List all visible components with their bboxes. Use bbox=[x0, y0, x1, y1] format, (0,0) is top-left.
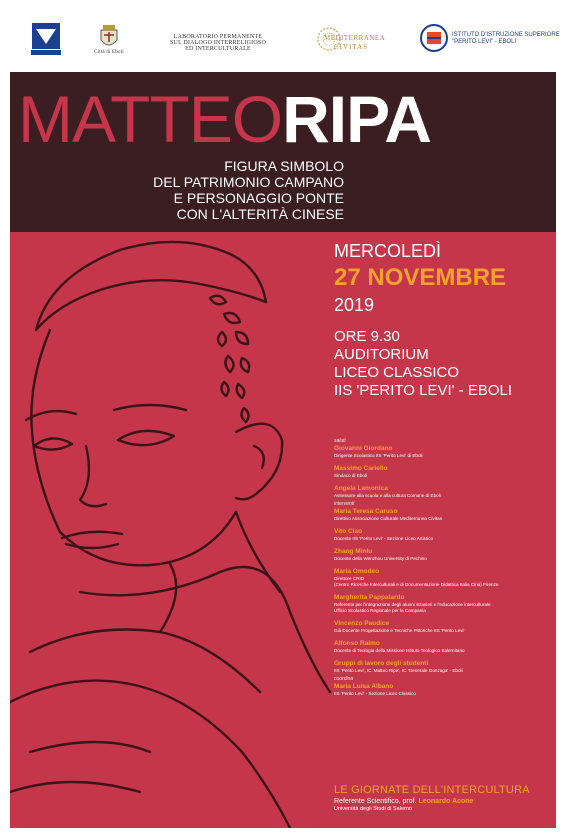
poster-footer bbox=[334, 784, 530, 812]
regione-campania-emblem-icon bbox=[30, 22, 62, 56]
speaker-name: Zhang Minlu bbox=[334, 548, 373, 555]
speaker-description: (Centro Ricerche Interculturali e di Documentazione Didattica Italia Cina) Firenze bbox=[334, 582, 499, 587]
poster-body bbox=[10, 72, 556, 828]
speaker-name: Massimo Cariello bbox=[334, 465, 388, 472]
speaker-name: Alfonso Raimo bbox=[334, 640, 380, 647]
lab-line-2: SUL DIALOGO INTERRELIGIOSO bbox=[170, 40, 266, 46]
speaker-entry bbox=[334, 548, 554, 562]
region-caption: REGIONE CAMPANIA bbox=[34, 55, 58, 65]
university: Università degli Studi di Salerno bbox=[334, 806, 412, 812]
referent-name: Leonardo Acone bbox=[418, 798, 474, 805]
speaker-entry bbox=[334, 465, 554, 479]
logo-strip bbox=[0, 0, 566, 72]
venue-institute: IIS 'PERITO LEVI' - EBOLI bbox=[334, 382, 513, 399]
lab-text-block bbox=[168, 34, 268, 52]
speaker-description: Assessore alla scuola e alla cultura Comune di Eboli bbox=[334, 493, 441, 498]
speaker-description: Docente della Wenzhou University di Pechino bbox=[334, 556, 427, 561]
speaker-description: Direttore CRID bbox=[334, 576, 365, 581]
school-line-1: ISTITUTO D'ISTRUZIONE SUPERIORE bbox=[452, 32, 560, 38]
scientific-referent bbox=[334, 798, 530, 805]
speaker-entry bbox=[334, 528, 554, 542]
school-emblem-icon bbox=[420, 24, 448, 52]
event-weekday: MERCOLEDÌ bbox=[334, 241, 442, 261]
subtitle-line-4: CON L'ALTERITÀ CINESE bbox=[176, 206, 344, 222]
school-logo bbox=[420, 24, 448, 57]
speakers-list bbox=[334, 436, 554, 697]
mediterranea-line-2: CIVITAS bbox=[334, 43, 369, 51]
referent-label: Referente Scientifico, prof. bbox=[334, 798, 417, 805]
speaker-description: Già Docente Progettazione e Tecniche Pittoriche IIS 'Perito Levi' bbox=[334, 628, 465, 633]
venue-hall: AUDITORIUM bbox=[334, 346, 429, 363]
subtitle-line-3: E PERSONAGGIO PONTE bbox=[173, 190, 344, 206]
speaker-description: Sindaco di Eboli bbox=[334, 473, 367, 478]
series-title: LE GIORNATE DELL'INTERCULTURA bbox=[334, 784, 530, 796]
speaker-entry bbox=[334, 683, 554, 697]
speaker-entry bbox=[334, 594, 554, 614]
event-year: 2019 bbox=[334, 295, 375, 315]
speaker-description: Ufficio Scolastico Regionale per la Campania bbox=[334, 608, 426, 613]
venue-time: ORE 9.30 bbox=[334, 328, 400, 345]
speaker-description: Referente per l'integrazione degli alunni stranieri e l'educazione interculturale bbox=[334, 602, 491, 607]
speaker-name: Giovanni Giordano bbox=[334, 445, 393, 452]
speaker-entry bbox=[334, 620, 554, 634]
event-info bbox=[334, 240, 512, 400]
section-role-label: interventi bbox=[334, 501, 355, 507]
speaker-name: Gruppi di lavoro degli studenti bbox=[334, 660, 429, 667]
title-band bbox=[10, 72, 556, 232]
regione-campania-logo bbox=[30, 22, 62, 65]
speaker-entry bbox=[334, 508, 554, 522]
subtitle bbox=[84, 158, 344, 222]
subtitle-line-1: FIGURA SIMBOLO bbox=[224, 158, 344, 174]
school-text-block bbox=[452, 32, 562, 45]
speaker-description: Dirigente Scolastico IIS 'Perito Levi' di Eboli bbox=[334, 453, 423, 458]
mediterranea-line-1: MEDITERRANEA bbox=[324, 34, 386, 42]
matteo-ripa-portrait-illustration bbox=[10, 232, 340, 828]
eboli-logo bbox=[94, 24, 124, 55]
speaker-entry bbox=[334, 640, 554, 654]
title-part-2: RIPA bbox=[282, 82, 431, 156]
speaker-description: Docente di Teologia della Missione Istituto Teologico Salernitano bbox=[334, 648, 465, 653]
event-date: 27 NOVEMBRE bbox=[334, 264, 507, 291]
speaker-name: Maria Omodeo bbox=[334, 568, 380, 575]
speaker-entry bbox=[334, 568, 554, 588]
speaker-description: Docente IIS 'Perito Levi' - Sezione Liceo Artistico bbox=[334, 536, 434, 541]
school-line-2: "PERITO LEVI" - EBOLI bbox=[452, 39, 517, 45]
speaker-entry bbox=[334, 660, 554, 674]
speaker-description: IIS 'Perito Levi' - Sezione Liceo Classico bbox=[334, 691, 416, 696]
title-part-1: MATTEO bbox=[18, 82, 283, 156]
speaker-name: Vito Ciao bbox=[334, 528, 363, 535]
venue-school: LICEO CLASSICO bbox=[334, 364, 460, 381]
poster-title bbox=[18, 84, 431, 154]
speaker-description: Direttivo Associazione Culturale Mediterranea Civitas bbox=[334, 516, 442, 521]
speaker-entry bbox=[334, 445, 554, 459]
speaker-description: IIS 'Perito Levi', IC 'Matteo Ripa', IC 'Generale Gonzaga' - Eboli bbox=[334, 668, 463, 673]
speaker-name: Maria Luisa Albano bbox=[334, 683, 394, 690]
speaker-name: Margherita Pappalardo bbox=[334, 594, 405, 601]
lab-line-1: LABORATORIO PERMANENTE bbox=[173, 34, 263, 40]
section-role-label: coordina bbox=[334, 676, 354, 682]
speaker-name: Angela Lamonica bbox=[334, 485, 388, 492]
eboli-caption: Città di Eboli bbox=[94, 50, 124, 55]
lab-line-3: ED INTERCULTURALE bbox=[185, 46, 251, 52]
speaker-name: Maria Teresa Caruso bbox=[334, 508, 398, 515]
subtitle-line-2: DEL PATRIMONIO CAMPANO bbox=[153, 174, 344, 190]
eboli-crest-icon bbox=[98, 24, 120, 50]
section-role-label: saluti bbox=[334, 438, 346, 444]
event-venue bbox=[334, 328, 512, 400]
speaker-entry bbox=[334, 485, 554, 499]
speaker-name: Vincenzo Paudice bbox=[334, 620, 390, 627]
